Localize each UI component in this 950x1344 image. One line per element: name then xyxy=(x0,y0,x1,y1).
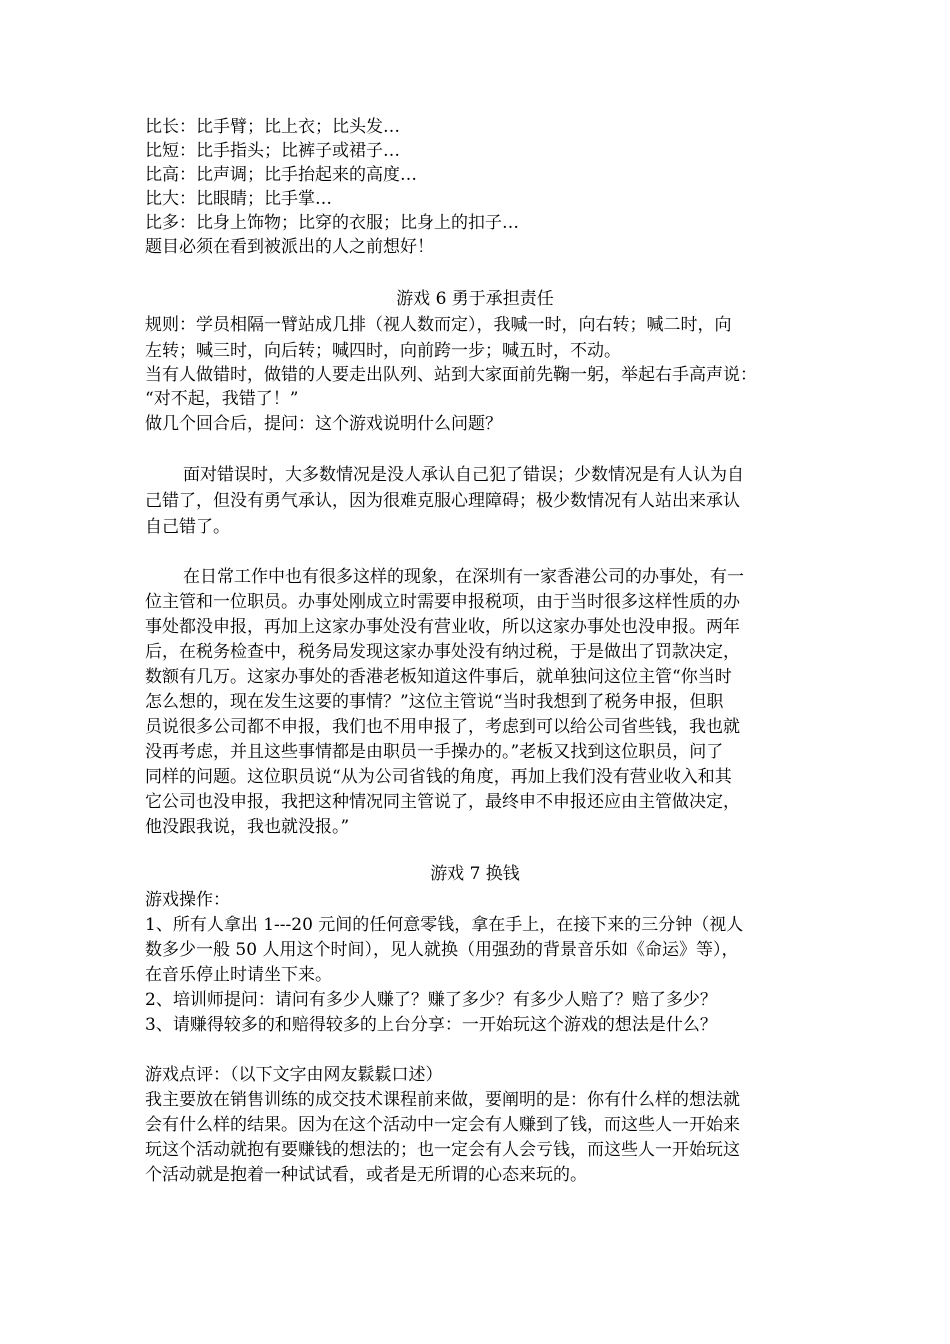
game6-rule-line: 做几个回合后，提问：这个游戏说明什么问题？ xyxy=(145,414,502,434)
game7-comment-line: 会有什么样的结果。因为在这个活动中一定会有人赚到了钱，而这些人一开始来 xyxy=(145,1115,740,1135)
game6-title: 游戏 6 勇于承担责任 xyxy=(396,289,554,309)
game6-para1-line: 己错了，但没有勇气承认，因为很难克服心理障碍；极少数情况有人站出来承认 xyxy=(145,491,740,511)
game7-ops-line: 在音乐停止时请坐下来。 xyxy=(145,965,332,985)
game7-ops-line: 3、请赚得较多的和赔得较多的上台分享：一开始玩这个游戏的想法是什么？ xyxy=(145,1015,717,1035)
compare-line: 比多：比身上饰物；比穿的衣服；比身上的扣子… xyxy=(145,213,519,233)
game6-rule-line: “对不起，我错了！” xyxy=(145,389,299,409)
game6-para2-line: 后，在税务检查中，税务局发现这家办事处没有纳过税，于是做出了罚款决定， xyxy=(145,642,740,662)
game7-ops-line: 数多少一般 50 人用这个时间），见人就换（用强劲的背景音乐如《命运》等）， xyxy=(145,940,739,960)
game7-comment-label: 游戏点评：（以下文字由网友鬏鬏口述） xyxy=(145,1065,443,1085)
compare-line: 比大：比眼睛；比手掌… xyxy=(145,189,332,209)
game6-rule-line: 左转；喊三时，向后转；喊四时，向前跨一步；喊五时，不动。 xyxy=(145,341,621,361)
game6-rule-line: 当有人做错时，做错的人要走出队列、站到大家面前先鞠一躬，举起右手高声说： xyxy=(145,365,757,385)
game6-para2-line: 同样的问题。这位职员说“从为公司省钱的角度，再加上我们没有营业收入和其 xyxy=(145,767,732,787)
game6-rule-line: 规则：学员相隔一臂站成几排（视人数而定），我喊一时，向右转；喊二时，向 xyxy=(145,315,732,335)
game6-para2-line: 它公司也没申报，我把这种情况同主管说了，最终申不申报还应由主管做决定， xyxy=(145,792,740,812)
game6-para2-line: 位主管和一位职员。办事处刚成立时需要申报税项，由于当时很多这样性质的办 xyxy=(145,592,740,612)
game6-para1-line: 面对错误时，大多数情况是没人承认自己犯了错误；少数情况是有人认为自 xyxy=(183,465,744,485)
game7-ops-line: 1、所有人拿出 1---20 元间的任何意零钱，拿在手上，在接下来的三分钟（视人 xyxy=(145,915,744,935)
compare-line: 比长：比手臂；比上衣；比头发… xyxy=(145,117,400,137)
game6-para2-line: 数额有几万。这家办事处的香港老板知道这件事后，就单独问这位主管“你当时 xyxy=(145,667,732,687)
compare-line: 题目必须在看到被派出的人之前想好！ xyxy=(145,237,434,257)
game7-title: 游戏 7 换钱 xyxy=(430,864,520,884)
compare-line: 比短：比手指头；比裤子或裙子… xyxy=(145,141,400,161)
game7-comment-line: 玩这个活动就抱有要赚钱的想法的；也一定会有人会亏钱，而这些人一开始玩这 xyxy=(145,1140,740,1160)
game7-ops-label: 游戏操作： xyxy=(145,890,230,910)
compare-line: 比高：比声调；比手抬起来的高度… xyxy=(145,165,417,185)
game6-para2-line: 没再考虑，并且这些事情都是由职员一手操办的。”老板又找到这位职员，问了 xyxy=(145,742,724,762)
game6-para2-line: 在日常工作中也有很多这样的现象，在深圳有一家香港公司的办事处，有一 xyxy=(183,567,744,587)
game6-para1-line: 自己错了。 xyxy=(145,517,230,537)
game6-para2-line: 他没跟我说，我也就没报。” xyxy=(145,817,350,837)
game7-comment-line: 个活动就是抱着一种试试看，或者是无所谓的心态来玩的。 xyxy=(145,1165,587,1185)
game6-para2-line: 员说很多公司都不申报，我们也不用申报了，考虑到可以给公司省些钱，我也就 xyxy=(145,717,740,737)
game6-para2-line: 事处都没申报，再加上这家办事处没有营业收，所以这家办事处也没申报。两年 xyxy=(145,617,740,637)
game6-para2-line: 怎么想的，现在发生这要的事情？”这位主管说“当时我想到了税务申报，但职 xyxy=(145,692,724,712)
game7-comment-line: 我主要放在销售训练的成交技术课程前来做，要阐明的是：你有什么样的想法就 xyxy=(145,1090,740,1110)
game7-ops-line: 2、培训师提问：请问有多少人赚了？赚了多少？有多少人赔了？赔了多少？ xyxy=(145,990,717,1010)
